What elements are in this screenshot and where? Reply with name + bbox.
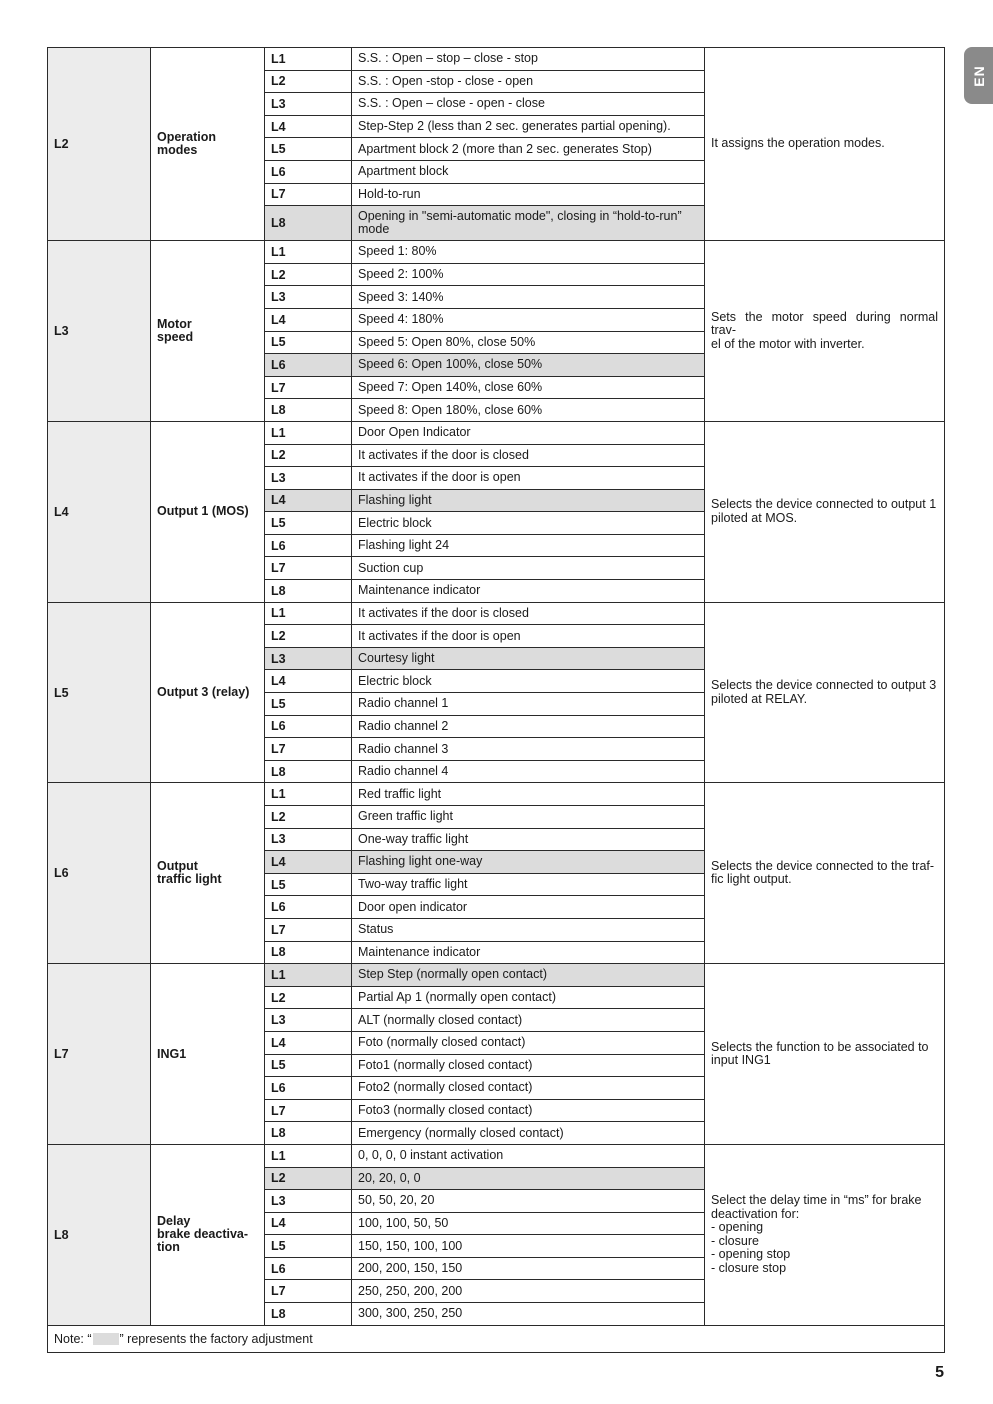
option-code: L2 <box>265 263 352 286</box>
option-code: L8 <box>265 1303 352 1326</box>
parameter-description <box>705 241 945 422</box>
option-description: Step Step (normally open contact) <box>352 964 705 987</box>
language-tab-label: EN <box>970 64 987 87</box>
parameter-description-text: Sets the motor speed during normal trav- el of the motor with inverter. <box>711 309 938 351</box>
option-code: L6 <box>265 1257 352 1280</box>
option-row <box>48 48 945 71</box>
option-description: Speed 4: 180% <box>352 308 705 331</box>
parameter-code: L7 <box>48 964 151 1145</box>
option-code: L1 <box>265 1144 352 1167</box>
option-description: Partial Ap 1 (normally open contact) <box>352 986 705 1009</box>
option-code: L4 <box>265 489 352 512</box>
option-code: L1 <box>265 783 352 806</box>
option-code: L6 <box>265 1077 352 1100</box>
parameter-code: L3 <box>48 241 151 422</box>
option-description: Speed 8: Open 180%, close 60% <box>352 399 705 422</box>
parameter-table <box>47 47 945 1353</box>
option-description: Status <box>352 918 705 941</box>
option-code: L6 <box>265 160 352 183</box>
option-code: L7 <box>265 1099 352 1122</box>
option-description: Opening in "semi-automatic mode", closing in “hold-to-run” mode <box>352 206 705 241</box>
option-description: Radio channel 1 <box>352 693 705 716</box>
option-description: It activates if the door is open <box>352 467 705 490</box>
option-code: L4 <box>265 1212 352 1235</box>
option-description: 150, 150, 100, 100 <box>352 1235 705 1258</box>
option-description: One-way traffic light <box>352 828 705 851</box>
option-code: L3 <box>265 286 352 309</box>
parameter-name-text: Delay brake deactiva- tion <box>157 1214 249 1255</box>
parameter-name <box>151 241 265 422</box>
option-code: L2 <box>265 1167 352 1190</box>
option-row <box>48 783 945 806</box>
option-code: L3 <box>265 1009 352 1032</box>
option-description: Foto (normally closed contact) <box>352 1031 705 1054</box>
option-code: L5 <box>265 331 352 354</box>
option-row <box>48 421 945 444</box>
parameter-name <box>151 1144 265 1325</box>
option-description: Door Open Indicator <box>352 421 705 444</box>
parameter-name-text: Output 3 (relay) <box>157 685 250 700</box>
parameter-description <box>705 964 945 1145</box>
option-code: L2 <box>265 806 352 829</box>
note-prefix: Note: “ <box>54 1331 92 1346</box>
option-description: Speed 2: 100% <box>352 263 705 286</box>
option-description: 0, 0, 0, 0 instant activation <box>352 1144 705 1167</box>
parameter-name <box>151 964 265 1145</box>
option-description: 20, 20, 0, 0 <box>352 1167 705 1190</box>
option-description: Emergency (normally closed contact) <box>352 1122 705 1145</box>
option-description: Speed 6: Open 100%, close 50% <box>352 354 705 377</box>
option-description: Flashing light <box>352 489 705 512</box>
option-description: 200, 200, 150, 150 <box>352 1257 705 1280</box>
option-code: L5 <box>265 873 352 896</box>
parameter-description-text: It assigns the operation modes. <box>711 136 885 151</box>
option-description: Maintenance indicator <box>352 941 705 964</box>
factory-swatch <box>93 1333 119 1345</box>
option-description: Maintenance indicator <box>352 580 705 603</box>
option-row <box>48 241 945 264</box>
option-description: Courtesy light <box>352 647 705 670</box>
option-code: L7 <box>265 557 352 580</box>
parameter-name <box>151 421 265 602</box>
option-description: Speed 1: 80% <box>352 241 705 264</box>
parameter-code: L4 <box>48 421 151 602</box>
option-description: Speed 7: Open 140%, close 60% <box>352 376 705 399</box>
parameter-code: L5 <box>48 602 151 783</box>
parameter-name <box>151 783 265 964</box>
option-description: Flashing light 24 <box>352 534 705 557</box>
option-code: L7 <box>265 183 352 206</box>
option-code: L4 <box>265 308 352 331</box>
parameter-name <box>151 48 265 241</box>
option-description: Foto3 (normally closed contact) <box>352 1099 705 1122</box>
option-description: Electric block <box>352 512 705 535</box>
option-code: L7 <box>265 1280 352 1303</box>
parameter-name-text: ING1 <box>157 1046 187 1061</box>
option-description: 50, 50, 20, 20 <box>352 1190 705 1213</box>
page-number: 5 <box>935 1364 944 1381</box>
factory-note <box>48 1325 945 1352</box>
option-code: L2 <box>265 70 352 93</box>
option-description: Speed 3: 140% <box>352 286 705 309</box>
option-code: L6 <box>265 896 352 919</box>
parameter-description-text: Select the delay time in “ms” for brake deactivation for: - opening - closure - opening stop - closure stop <box>711 1193 922 1275</box>
option-code: L2 <box>265 625 352 648</box>
option-code: L3 <box>265 1190 352 1213</box>
option-description: Green traffic light <box>352 806 705 829</box>
option-description: Door open indicator <box>352 896 705 919</box>
option-description: Radio channel 2 <box>352 715 705 738</box>
option-code: L1 <box>265 964 352 987</box>
parameter-description-text: Selects the device connected to output 3 piloted at RELAY. <box>711 678 937 706</box>
option-code: L4 <box>265 670 352 693</box>
option-description: Two-way traffic light <box>352 873 705 896</box>
option-code: L5 <box>265 693 352 716</box>
parameter-description <box>705 48 945 241</box>
parameter-name-text: Output traffic light <box>157 859 222 887</box>
option-code: L6 <box>265 354 352 377</box>
option-description: Red traffic light <box>352 783 705 806</box>
option-code: L8 <box>265 941 352 964</box>
option-description: Apartment block <box>352 160 705 183</box>
option-code: L3 <box>265 93 352 116</box>
parameter-description <box>705 421 945 602</box>
parameter-description-text: Selects the device connected to the traf- fic light output. <box>711 858 935 887</box>
note-row <box>48 1325 945 1352</box>
parameter-name-text: Output 1 (MOS) <box>157 504 249 519</box>
option-description: Radio channel 4 <box>352 760 705 783</box>
language-tab <box>964 47 993 104</box>
parameter-description <box>705 1144 945 1325</box>
option-code: L7 <box>265 738 352 761</box>
option-code: L4 <box>265 851 352 874</box>
option-code: L8 <box>265 399 352 422</box>
option-code: L8 <box>265 206 352 241</box>
option-code: L5 <box>265 138 352 161</box>
option-description: Foto1 (normally closed contact) <box>352 1054 705 1077</box>
option-description: It activates if the door is open <box>352 625 705 648</box>
option-code: L3 <box>265 647 352 670</box>
option-code: L2 <box>265 986 352 1009</box>
option-code: L5 <box>265 1054 352 1077</box>
parameter-name-text: Operation modes <box>157 130 217 158</box>
option-code: L5 <box>265 512 352 535</box>
option-code: L8 <box>265 580 352 603</box>
note-suffix: ” represents the factory adjustment <box>119 1331 313 1346</box>
option-description: It activates if the door is closed <box>352 444 705 467</box>
option-code: L1 <box>265 48 352 71</box>
option-code: L1 <box>265 241 352 264</box>
option-row <box>48 964 945 987</box>
option-code: L1 <box>265 602 352 625</box>
option-description: Speed 5: Open 80%, close 50% <box>352 331 705 354</box>
option-code: L4 <box>265 1031 352 1054</box>
option-code: L8 <box>265 1122 352 1145</box>
option-description: S.S. : Open – close - open - close <box>352 93 705 116</box>
option-code: L6 <box>265 715 352 738</box>
option-description: S.S. : Open -stop - close - open <box>352 70 705 93</box>
option-code: L6 <box>265 534 352 557</box>
option-description: Apartment block 2 (more than 2 sec. generates Stop) <box>352 138 705 161</box>
parameter-name-text: Motor speed <box>157 317 194 345</box>
parameter-description <box>705 602 945 783</box>
option-description: S.S. : Open – stop – close - stop <box>352 48 705 71</box>
option-description: Foto2 (normally closed contact) <box>352 1077 705 1100</box>
option-code: L5 <box>265 1235 352 1258</box>
parameter-description-text: Selects the function to be associated to input ING1 <box>711 1039 929 1068</box>
option-description: 300, 300, 250, 250 <box>352 1303 705 1326</box>
option-code: L7 <box>265 918 352 941</box>
parameter-name <box>151 602 265 783</box>
option-code: L3 <box>265 828 352 851</box>
option-code: L2 <box>265 444 352 467</box>
option-row <box>48 1144 945 1167</box>
option-code: L4 <box>265 115 352 138</box>
option-code: L8 <box>265 760 352 783</box>
parameter-description <box>705 783 945 964</box>
option-row <box>48 602 945 625</box>
option-description: Electric block <box>352 670 705 693</box>
option-description: Hold-to-run <box>352 183 705 206</box>
option-code: L7 <box>265 376 352 399</box>
option-description: Radio channel 3 <box>352 738 705 761</box>
parameter-code: L8 <box>48 1144 151 1325</box>
parameter-description-text: Selects the device connected to output 1 piloted at MOS. <box>711 497 937 525</box>
option-code: L3 <box>265 467 352 490</box>
option-description: 250, 250, 200, 200 <box>352 1280 705 1303</box>
option-description: It activates if the door is closed <box>352 602 705 625</box>
parameter-code: L2 <box>48 48 151 241</box>
option-description: Step-Step 2 (less than 2 sec. generates partial opening). <box>352 115 705 138</box>
option-code: L1 <box>265 421 352 444</box>
parameter-code: L6 <box>48 783 151 964</box>
option-description: Suction cup <box>352 557 705 580</box>
option-description: 100, 100, 50, 50 <box>352 1212 705 1235</box>
parameter-table-body <box>48 48 945 1326</box>
option-description: ALT (normally closed contact) <box>352 1009 705 1032</box>
option-description: Flashing light one-way <box>352 851 705 874</box>
